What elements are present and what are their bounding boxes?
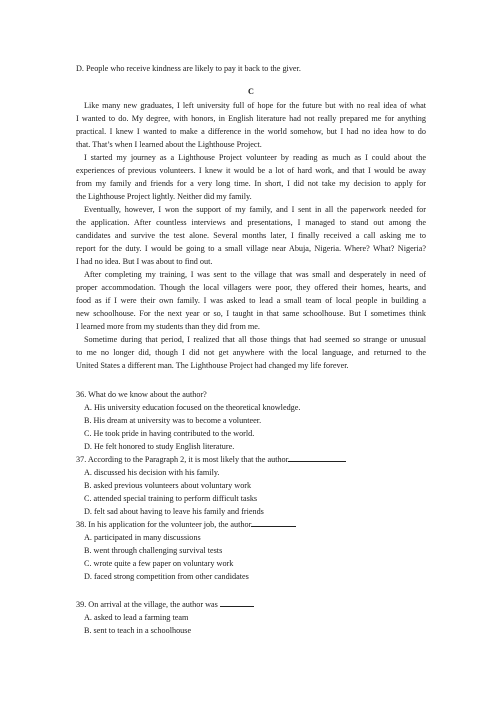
question-37-option-d: D. felt sad about having to leave his family and friends (84, 507, 264, 516)
question-39-stem: 39. On arrival at the village, the author was (76, 600, 218, 609)
passage-line: After completing my training, I was sent to the village that was small and desperately in need of (84, 270, 426, 279)
passage-line: new schoolhouse. For the next year or so, I taught in that same schoolhouse. But I sometimes think (76, 309, 426, 318)
passage-line: food as if I were their own family. I was asked to lead a small team of local people in building a (76, 296, 426, 305)
question-38-option-b: B. went through challenging survival tests (84, 546, 223, 555)
question-37-option-b: B. asked previous volunteers about voluntary work (84, 481, 252, 490)
question-38 (76, 519, 426, 530)
passage-line: Sometime during that period, I realized that all those things that had seemed so strange or unusual (84, 335, 426, 344)
passage-line: that. That’s when I learned about the Lighthouse Project. (76, 140, 262, 149)
passage-line: the application. After countless interviews and presentations, I managed to stand out among the (76, 218, 426, 227)
question-38-option-d: D. faced strong competition from other candidates (84, 572, 249, 581)
question-36-stem: 36. What do we know about the author? (76, 390, 207, 399)
answer-blank (220, 599, 254, 607)
question-37-option-a: A. discussed his decision with his family. (84, 468, 220, 477)
section-heading: C (248, 87, 254, 96)
question-37-stem: 37. According to the Paragraph 2, it is most likely that the author (76, 455, 289, 464)
passage-line: from my family and friends for a very long time. In short, I did not take my decision to apply for (76, 179, 426, 188)
passage-line: practical. I knew I wanted to make a difference in the world somehow, but I had no idea how to do (76, 127, 426, 136)
passage-line: the Lighthouse Project lightly. Neither did my family. (76, 192, 252, 201)
passage-line: report for the duty. I would be going to a small village near Abuja, Nigeria. Where? What? Nigeria? (76, 244, 426, 253)
question-39 (76, 599, 426, 610)
question-39-option-a: A. asked to lead a farming team (84, 613, 189, 622)
answer-blank (251, 519, 296, 527)
passage-line: Eventually, however, I won the support of my family, and I sent in all the paperwork needed for (84, 205, 426, 214)
passage-line: United States a different man. The Lighthouse Project had changed my life forever. (76, 361, 349, 370)
answer-blank (288, 454, 346, 462)
passage-line: I had no idea. But I was about to find out. (76, 257, 213, 266)
passage-line: candidates and survive the test alone. Several months later, I finally received a call asking me to (76, 231, 426, 240)
passage-line: I wanted to do. My degree, with honors, in English literature had not really prepared me for anything (76, 114, 426, 123)
question-36-option-c: C. He took pride in having contributed to the world. (84, 429, 255, 438)
question-39-option-b: B. sent to teach in a schoolhouse (84, 626, 192, 635)
question-38-option-a: A. participated in many discussions (84, 533, 201, 542)
passage-line: Like many new graduates, I left university full of hope for the future but with no real idea of what (84, 101, 426, 110)
question-38-option-c: C. wrote quite a few paper on voluntary work (84, 559, 234, 568)
passage-line: I started my journey as a Lighthouse Project volunteer by reading as much as I could about the (84, 153, 426, 162)
question-36-option-b: B. His dream at university was to become a volunteer. (84, 416, 262, 425)
passage-line: to me no longer did, though I did not get anywhere with the local language, and returned to the (76, 348, 426, 357)
question-37-option-c: C. attended special training to perform difficult tasks (84, 494, 258, 503)
passage-line: proper accommodation. Though the local villagers were poor, they offered their homes, hearts, and (76, 283, 426, 292)
question-36-option-a: A. His university education focused on the theoretical knowledge. (84, 403, 301, 412)
passage-line: I learned more from my students than they did from me. (76, 322, 260, 331)
prev-option-d: D. People who receive kindness are likely to pay it back to the giver. (76, 64, 301, 73)
question-36-option-d: D. He felt honored to study English literature. (84, 442, 235, 451)
question-38-stem: 38. In his application for the volunteer job, the author (76, 520, 252, 529)
passage-line: experiences of previous volunteers. I knew it would be a lot of hard work, and that I would be away (76, 166, 426, 175)
question-37 (76, 454, 426, 465)
